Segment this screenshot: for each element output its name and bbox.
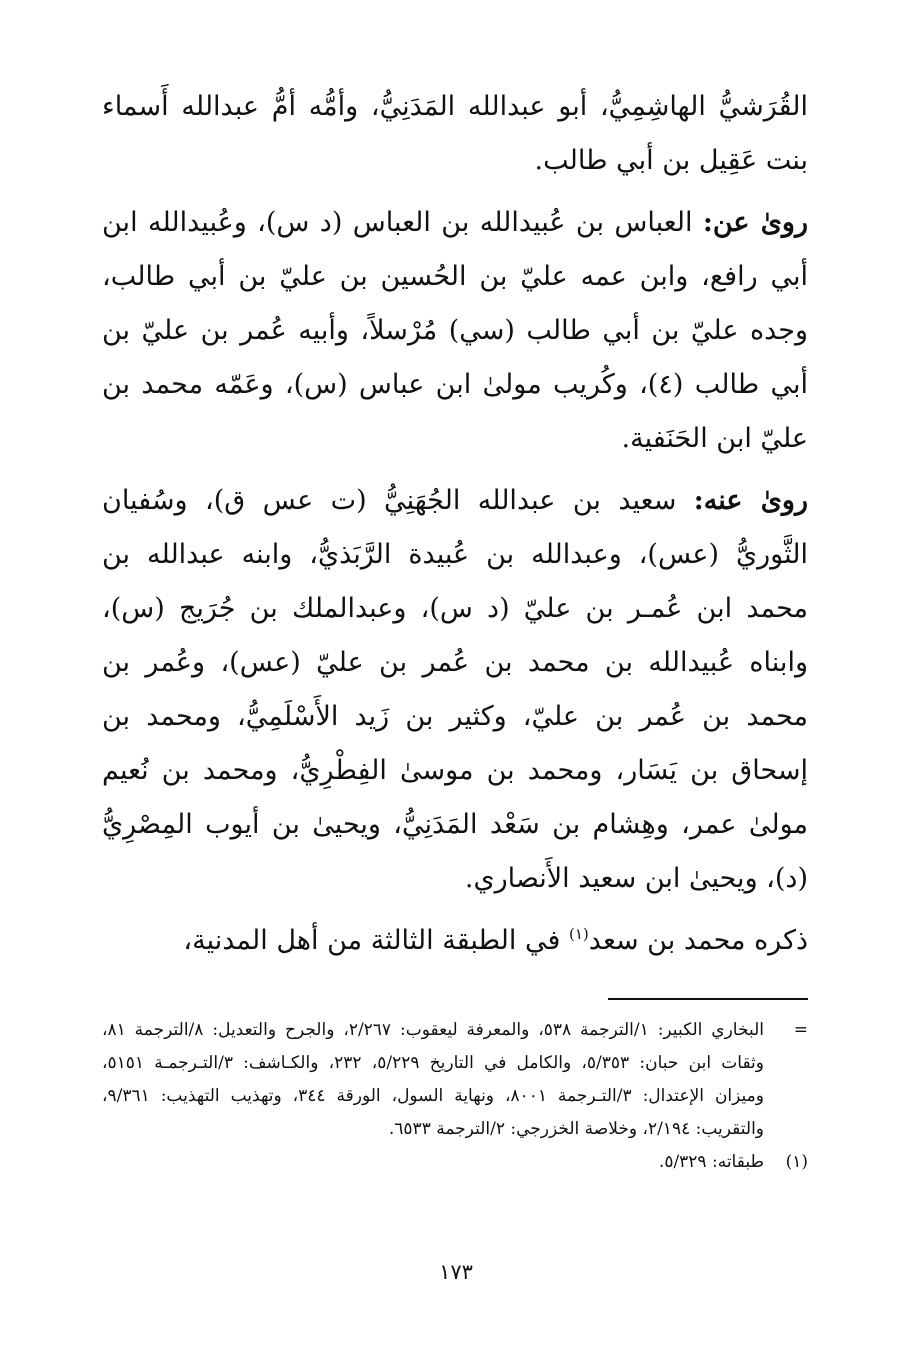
- page-number: ١٧٣: [439, 1260, 473, 1284]
- narrated-from-label: روىٰ عن:: [702, 207, 808, 238]
- footnote-reference-1[interactable]: (١): [568, 925, 589, 943]
- mention-after: في الطبقة الثالثة من أهل المدنية،: [183, 925, 561, 956]
- mention-before: ذكره محمد بن سعد: [588, 925, 808, 956]
- footnote-divider: [608, 998, 808, 1000]
- footnote-marker: (١): [785, 1152, 808, 1172]
- narrated-by-text: سعيد بن عبدالله الجُهَنِيُّ (ت عس ق)، وسُفيان الثَّوريُّ (عس)، وعبدالله بن عُبيدة الرَّبَذيُّ، وابنه عبدالله بن محمد ابن عُمـر بن عليّ (د س)، وعبدالملك بن جُرَيج (س)، وابناه عُبيدالله بن محمد بن عُمر بن عليّ (عس)، وعُمر بن محمد بن عُمر بن عليّ، وكثير بن زَيد الأَسْلَمِيُّ، ومحمد بن إسحاق بن يَسَار، ومحمد بن موسىٰ الفِطْرِيُّ، ومحمد بن نُعيم مولىٰ عمر، وهِشام بن سَعْد المَدَنِيُّ، ويحيىٰ بن أيوب المِصْرِيُّ (د)، ويحيىٰ ابن سعيد الأَنصاري.: [102, 485, 808, 894]
- narrated-by-paragraph: [102, 474, 808, 906]
- footnote-continuation: [102, 1014, 808, 1146]
- narrated-from-paragraph: [102, 196, 808, 466]
- page-body: [102, 80, 808, 1179]
- narrated-by-label: روىٰ عنه:: [693, 485, 808, 516]
- footnote-1: [102, 1146, 808, 1179]
- footnotes: [102, 1014, 808, 1179]
- main-text: [102, 80, 808, 968]
- intro-paragraph: القُرَشيُّ الهاشِمِيُّ، أبو عبدالله المَدَنِيُّ، وأمُّه أمُّ عبدالله أَسماء بنت عَقِيل بن أبي طالب.: [102, 91, 808, 176]
- footnote-text: طبقاته: ٥/٣٢٩.: [658, 1152, 764, 1172]
- mention-paragraph: [102, 914, 808, 968]
- footnote-marker: =: [793, 1020, 808, 1040]
- narrated-from-text: العباس بن عُبيدالله بن العباس (د س)، وعُبيدالله ابن أبي رافع، وابن عمه عليّ بن الحُسين بن عليّ بن أبي طالب، وجده عليّ بن أبي طالب (سي) مُرْسلاً، وأبيه عُمر بن عليّ بن أبي طالب (٤)، وكُريب مولىٰ ابن عباس (س)، وعَمّه محمد بن عليّ ابن الحَنَفية.: [102, 207, 808, 454]
- footnote-text: البخاري الكبير: ١/الترجمة ٥٣٨، والمعرفة ليعقوب: ٢/٢٦٧، والجرح والتعديل: ٨/الترجمة ٨١، وثقات ابن حبان: ٥/٣٥٣، والكامل في التاريخ ٥/٢٢٩، ٢٣٢، والكـاشف: ٣/التـرجمـة ٥١٥١، وميزان الإعتدال: ٣/التـرجمة ٨٠٠١، ونهاية السول، الورقة ٣٤٤، وتهذيب التهذيب: ٩/٣٦١، والتقريب: ٢/١٩٤، وخلاصة الخزرجي: ٢/الترجمة ٦٥٣٣.: [102, 1020, 764, 1139]
